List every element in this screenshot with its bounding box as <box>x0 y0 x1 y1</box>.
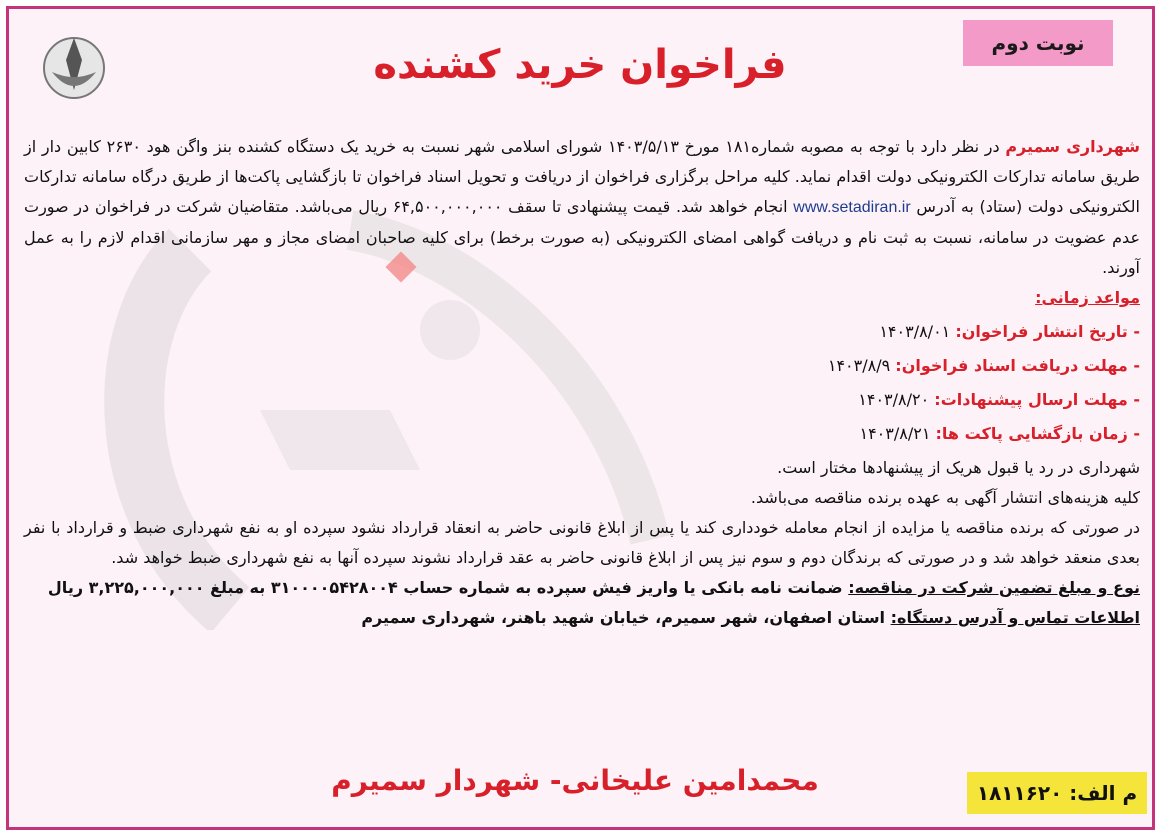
announcement-body <box>24 132 1140 633</box>
municipality-logo-icon <box>38 30 110 102</box>
intro-text-1: در نظر دارد با توجه به مصوبه شماره۱۸۱ مورخ ۱۴۰۳/۵/۱۳ شورای اسلامی شهر نسبت به خرید یک دستگاه کشنده بنز واگن هود ۲۶۳۰ کابین دار از طریق سامانه تدارکات الکترونیکی دولت اقدام نماید. کلیه مراحل برگزاری فراخوان از دریافت و تحویل اسناد فراخوان تا بازگشایی پاکت‌ها از طریق درگاه سامانه تدارکات الکترونیکی دولت (ستاد) به آدرس <box>24 137 1141 216</box>
contact-text: استان اصفهان، شهر سمیرم، خیابان شهید باهنر، شهرداری سمیرم <box>361 608 891 627</box>
guarantee-text: ضمانت نامه بانکی یا واریز فیش سپرده به شماره حساب ۳۱۰۰۰۰۵۴۲۸۰۰۴ به مبلغ ۳,۲۲۵,۰۰۰,۰۰۰ ریال <box>47 578 849 597</box>
schedule-row <box>24 385 1140 415</box>
schedule-row <box>24 317 1140 347</box>
page-title: فراخوان خرید کشنده <box>373 42 787 88</box>
note-line: کلیه هزینه‌های انتشار آگهی به عهده برنده مناقصه می‌باشد. <box>750 488 1140 507</box>
schedule-label: - تاریخ انتشار فراخوان: <box>955 322 1140 341</box>
website-link[interactable]: www.setadiran.ir <box>793 199 911 216</box>
contact-label: اطلاعات تماس و آدرس دستگاه: <box>890 608 1140 627</box>
schedule-section <box>24 283 1140 449</box>
schedule-row <box>24 419 1140 449</box>
schedule-value: ۱۴۰۳/۸/۹ <box>827 356 896 375</box>
schedule-label: - مهلت دریافت اسناد فراخوان: <box>895 356 1140 375</box>
signature: محمدامین علیخانی- شهردار سمیرم <box>331 764 819 797</box>
intro-text-2: انجام خواهد شد. قیمت پیشنهادی تا سقف ۶۴,۵۰۰,۰۰۰,۰۰۰ ریال می‌باشد. متقاضیان شرکت در فراخوان در صورت عدم عضویت در سامانه، نسبت به ثبت نام و دریافت گواهی امضای الکترونیکی (به صورت برخط) برای کلیه صاحبان امضای مجاز و مهر سازمانی اقدام لازم را به عمل آورند. <box>24 197 1140 277</box>
contact-line <box>24 603 1140 633</box>
intro-paragraph <box>24 132 1140 283</box>
note-line: شهرداری در رد یا قبول هریک از پیشنهادها مختار است. <box>777 458 1140 477</box>
guarantee-line <box>24 573 1140 603</box>
round-badge: نوبت دوم <box>963 20 1113 66</box>
schedule-value: ۱۴۰۳/۸/۲۱ <box>859 424 936 443</box>
note-line: در صورتی که برنده مناقصه یا مزایده از انجام معامله خودداری کند یا پس از ابلاغ قانونی حاضر به انعقاد قرارداد نشود سپرده او به نفع شهرداری ضبط و قرارداد با نفر بعدی منعقد خواهد شد و در صورتی که برندگان دوم و سوم نیز پس از ابلاغ قانونی حاضر به عقد قرارداد نشوند سپرده آنها به نفع شهرداری ضبط خواهد شد. <box>24 518 1140 567</box>
schedule-value: ۱۴۰۳/۸/۰۱ <box>879 322 956 341</box>
ad-code-badge: م الف: ۱۸۱۱۶۲۰ <box>967 772 1147 814</box>
schedule-value: ۱۴۰۳/۸/۲۰ <box>858 390 935 409</box>
organization-name: شهرداری سمیرم <box>1005 137 1141 156</box>
schedule-heading: مواعد زمانی: <box>1035 288 1140 307</box>
guarantee-label: نوع و مبلغ تضمین شرکت در مناقصه: <box>848 578 1140 597</box>
schedule-label: - مهلت ارسال پیشنهادات: <box>934 390 1140 409</box>
schedule-row <box>24 351 1140 381</box>
schedule-label: - زمان بازگشایی پاکت ها: <box>935 424 1140 443</box>
